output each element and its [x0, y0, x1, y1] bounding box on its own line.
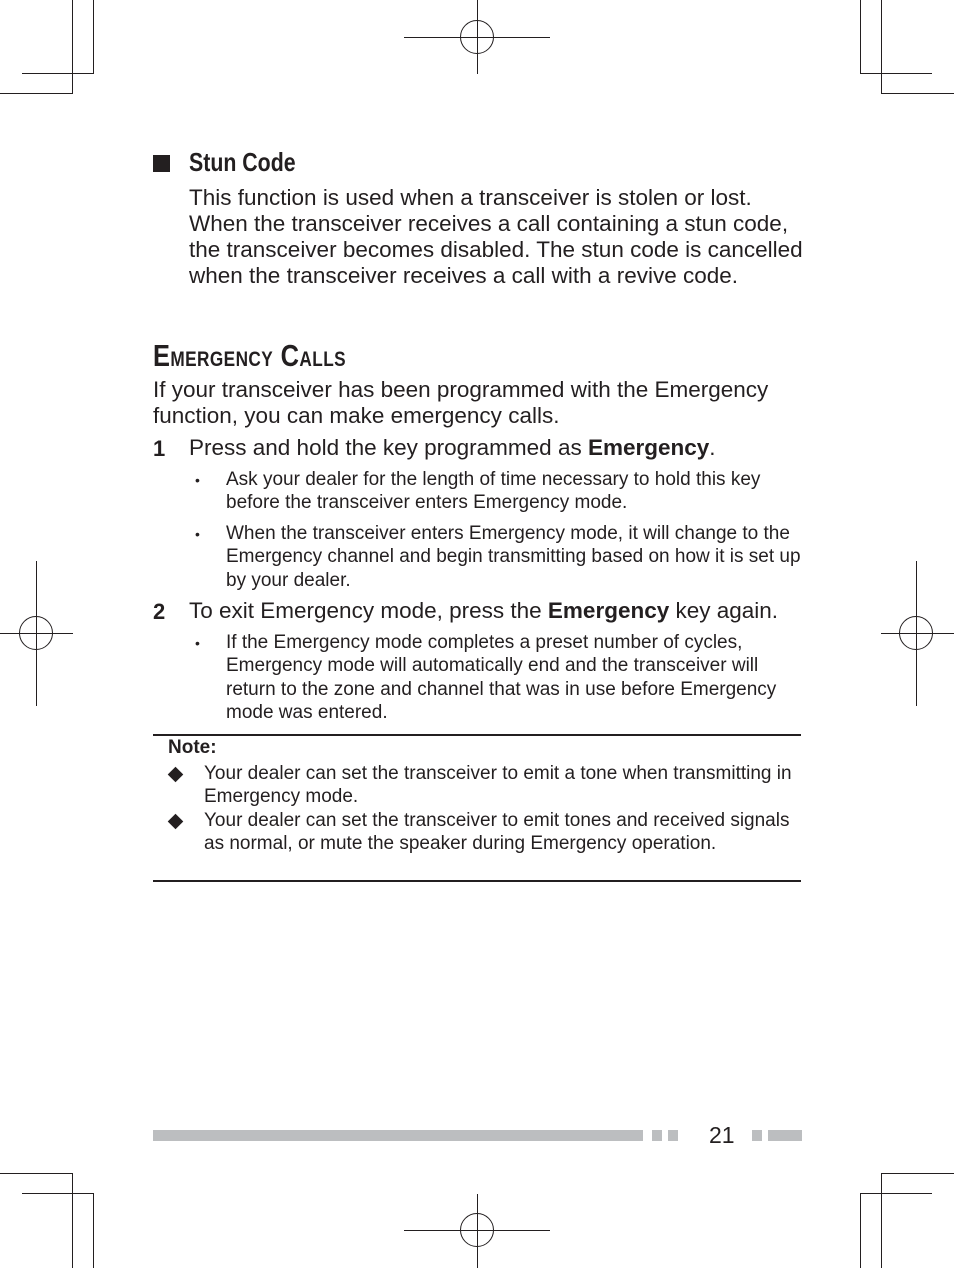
note-item: Your dealer can set the transceiver to emit a tone when transmitting in Emergency mode.: [204, 763, 792, 807]
step-number: 2: [153, 599, 166, 624]
note-bottom-rule: [153, 880, 801, 882]
section-square-icon: [153, 155, 170, 172]
page-number: 21: [709, 1122, 735, 1148]
step-text: Press and hold the key programmed as Emergency.: [189, 435, 716, 460]
heading-initial: C: [280, 338, 300, 373]
step-bullet: When the transceiver enters Emergency mode, it will change to the Emergency channel and begin transmitting based on how it is set up by your dealer.: [226, 523, 801, 591]
stun-code-body: This function is used when a transceiver is stolen or lost. When the transceiver receives a call containing a stun code, the transceiver becomes disabled. The stun code is cancelled when the transceiver receives a call with a revive code.: [189, 185, 803, 288]
note-label: Note:: [168, 737, 217, 758]
emergency-key-name: Emergency: [587, 435, 710, 460]
diamond-icon: [168, 814, 184, 830]
step-text: To exit Emergency mode, press the Emergency key again.: [189, 598, 779, 623]
emergency-key-name: Emergency: [547, 598, 670, 623]
diamond-icon: [168, 767, 184, 783]
bullet-icon: •: [195, 526, 200, 542]
emergency-intro: If your transceiver has been programmed with the Emergency function, you can make emergency calls.: [153, 377, 769, 428]
step-number: 1: [153, 436, 166, 461]
bullet-icon: •: [195, 635, 200, 651]
heading-smallcaps: ALLS: [299, 348, 347, 371]
stun-code-title: Stun Code: [189, 147, 296, 177]
heading-smallcaps: MERGENCY: [170, 348, 274, 371]
bullet-icon: •: [195, 472, 200, 488]
note-item: Your dealer can set the transceiver to emit tones and received signals as normal, or mute the speaker during Emergency operation.: [204, 810, 790, 854]
step-bullet: If the Emergency mode completes a preset number of cycles, Emergency mode will automatically end and the transceiver will return to the zone and channel that was in use before Emergency mode was entered.: [226, 632, 777, 723]
step-bullet: Ask your dealer for the length of time necessary to hold this key before the transceiver enters Emergency mode.: [226, 469, 761, 514]
emergency-calls-heading: [153, 338, 346, 374]
note-top-rule: [153, 734, 801, 736]
heading-initial: E: [153, 338, 171, 373]
